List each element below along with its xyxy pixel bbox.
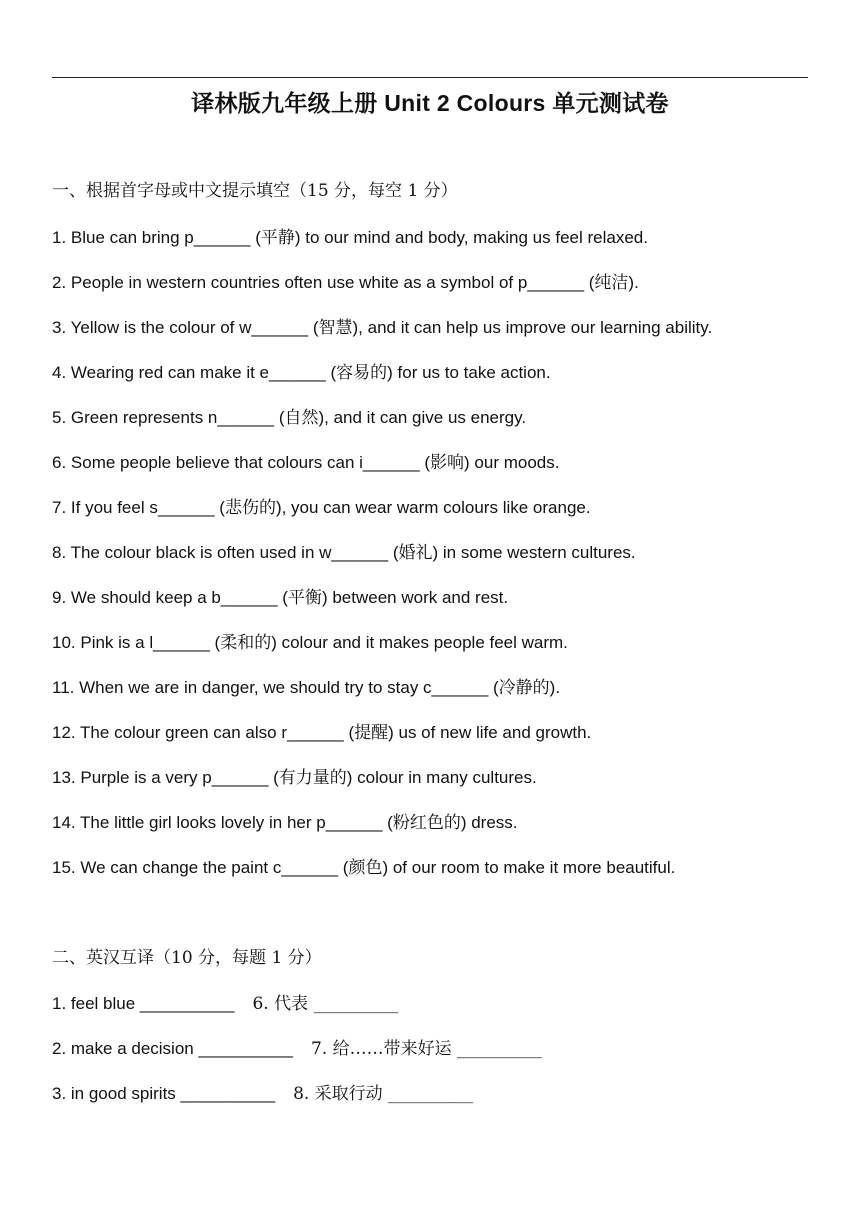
- translation-item-6: 6. 代表 __________: [252, 994, 399, 1014]
- translation-item-1: 1. feel blue __________: [52, 994, 235, 1013]
- translation-row: [52, 992, 398, 1016]
- question-6: 6. Some people believe that colours can i______ (影响) our moods.: [52, 453, 560, 472]
- top-rule: [52, 77, 808, 78]
- translation-row: [52, 1037, 542, 1061]
- question-11: 11. When we are in danger, we should try to stay c______ (冷静的).: [52, 678, 561, 697]
- question-5: 5. Green represents n______ (自然), and it can give us energy.: [52, 408, 527, 427]
- question-12: 12. The colour green can also r______ (提醒) us of new life and growth.: [52, 723, 592, 742]
- section1-heading: 一、根据首字母或中文提示填空（15 分，每空 1 分）: [52, 181, 458, 201]
- translation-item-8: 8. 采取行动 __________: [293, 1084, 474, 1104]
- question-13: 13. Purple is a very p______ (有力量的) colour in many cultures.: [52, 768, 537, 787]
- translation-row: [52, 1082, 473, 1106]
- translation-item-2: 2. make a decision __________: [52, 1039, 294, 1058]
- question-7: 7. If you feel s______ (悲伤的), you can wear warm colours like orange.: [52, 498, 591, 517]
- question-9: 9. We should keep a b______ (平衡) between work and rest.: [52, 588, 509, 607]
- section2-heading: 二、英汉互译（10 分，每题 1 分）: [52, 948, 322, 968]
- page-title: 译林版九年级上册 Unit 2 Colours 单元测试卷: [191, 90, 669, 116]
- question-4: 4. Wearing red can make it e______ (容易的) for us to take action.: [52, 363, 551, 382]
- question-3: 3. Yellow is the colour of w______ (智慧), and it can help us improve our learning ability.: [52, 318, 713, 337]
- translation-item-3: 3. in good spirits __________: [52, 1084, 276, 1103]
- question-2: 2. People in western countries often use white as a symbol of p______ (纯洁).: [52, 273, 639, 292]
- question-10: 10. Pink is a l______ (柔和的) colour and it makes people feel warm.: [52, 633, 568, 652]
- question-8: 8. The colour black is often used in w______ (婚礼) in some western cultures.: [52, 543, 636, 562]
- question-1: 1. Blue can bring p______ (平静) to our mind and body, making us feel relaxed.: [52, 228, 648, 247]
- translation-item-7: 7. 给……带来好运 __________: [311, 1039, 543, 1059]
- question-15: 15. We can change the paint c______ (颜色) of our room to make it more beautiful.: [52, 858, 676, 877]
- question-14: 14. The little girl looks lovely in her p______ (粉红色的) dress.: [52, 813, 518, 832]
